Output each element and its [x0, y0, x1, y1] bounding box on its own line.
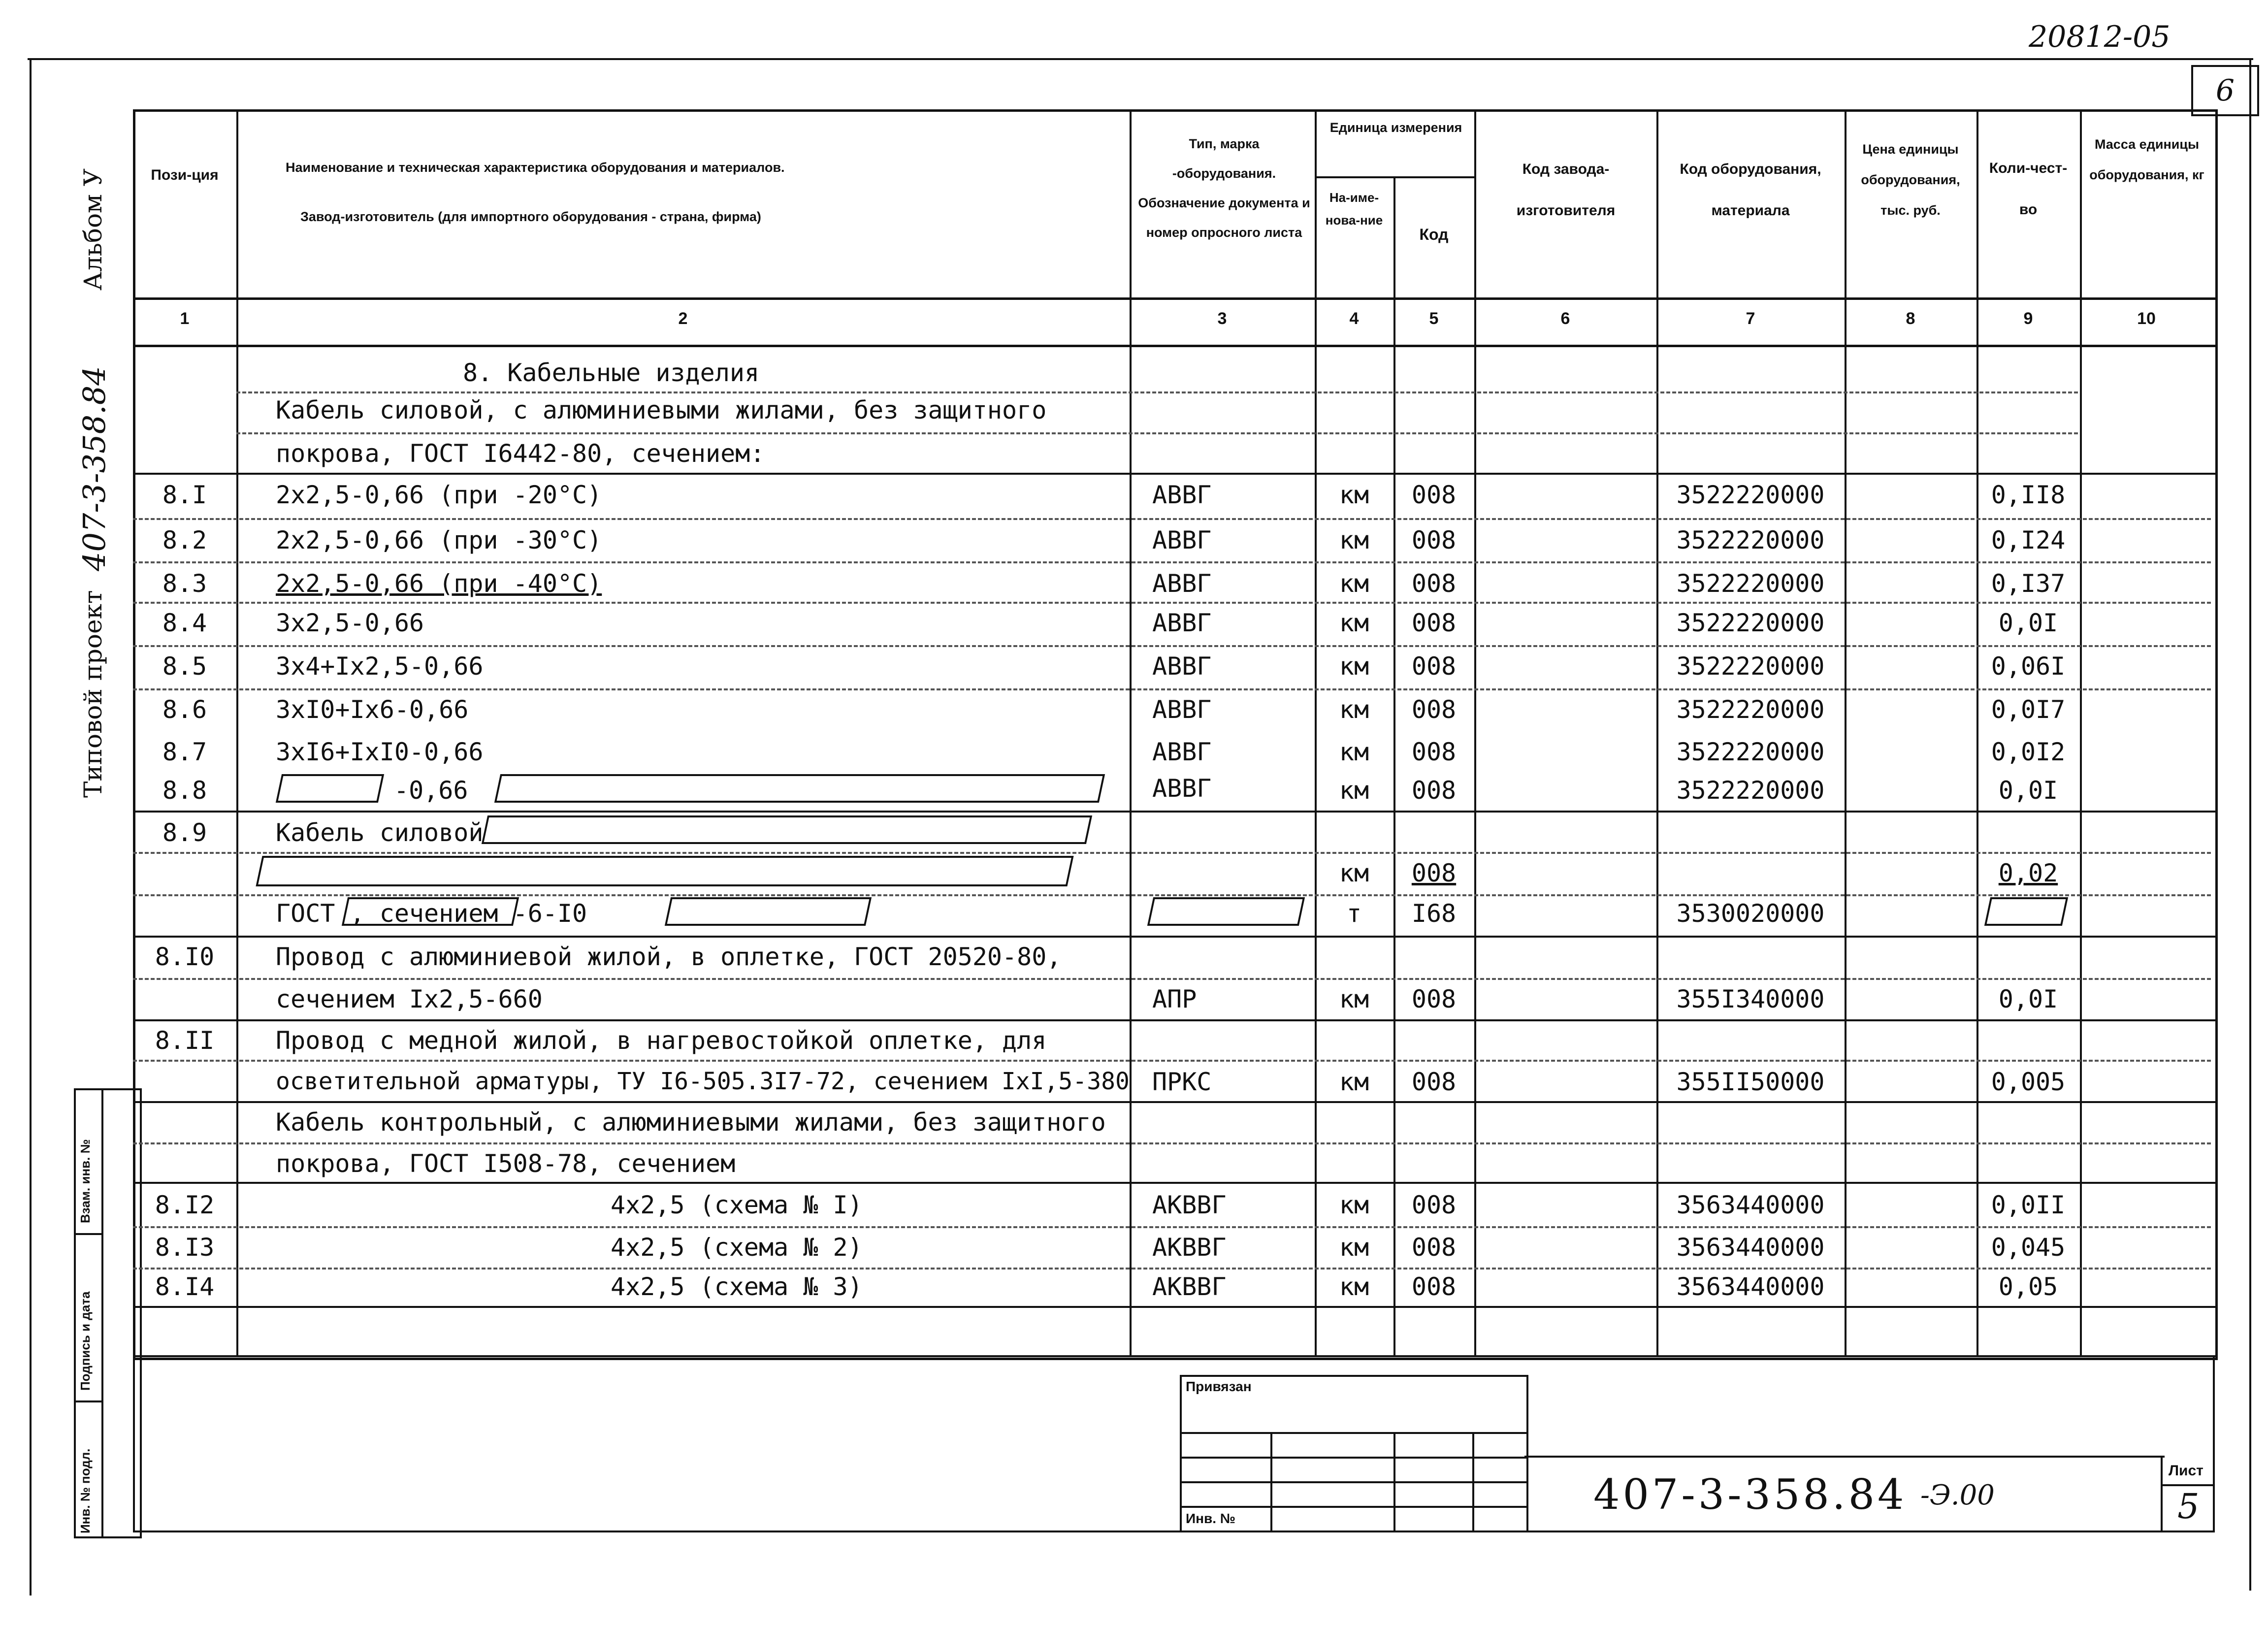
doc-code-suffix: -Э.00 — [1920, 1479, 1995, 1511]
col-number-5: 5 — [1429, 309, 1439, 328]
side-stamp-row-1 — [76, 1233, 101, 1235]
row-position: 8.I4 — [155, 1272, 215, 1301]
row-quantity: 0,06I — [1991, 652, 2066, 681]
row-unit: км — [1339, 985, 1369, 1013]
row-unit: км — [1339, 1233, 1369, 1262]
row-unit: км — [1339, 695, 1369, 724]
row-type: АКВВГ — [1152, 1191, 1227, 1219]
row-line — [133, 1306, 2216, 1308]
row-equipment-code: 3522220000 — [1676, 652, 1825, 681]
stamp-inv-label: Инв. № — [1186, 1511, 1236, 1526]
row-dash — [133, 518, 2211, 520]
title-block-left — [133, 1355, 135, 1532]
row-type: АВВГ — [1152, 738, 1212, 766]
row-code: 008 — [1411, 738, 1457, 766]
row-name: 4х2,5 (схема № 2) — [611, 1233, 863, 1262]
row-name: -0,66 — [394, 776, 468, 805]
row-quantity: 0,005 — [1991, 1068, 2066, 1096]
col-line-9 — [2080, 109, 2082, 1355]
row-unit: км — [1339, 609, 1369, 637]
row-name: Провод с алюминиевой жилой, в оплетке, ГОСТ 20520-80, — [276, 943, 1062, 971]
row-name: ГОСТ , сечением -6-I0 — [276, 899, 587, 928]
outer-frame-left — [30, 59, 32, 1595]
header-mass: Масса единицы оборудования, кг — [2089, 137, 2204, 182]
row-equipment-code: 3522220000 — [1676, 776, 1825, 805]
row-dash — [133, 1060, 2211, 1062]
row-quantity: 0,II8 — [1991, 481, 2066, 509]
row-unit: км — [1339, 652, 1369, 681]
sheet-box-number: 6 — [2215, 73, 2235, 108]
blank-field — [342, 897, 519, 926]
doc-code-line — [1524, 1456, 2165, 1458]
col-number-8: 8 — [1906, 309, 1915, 328]
side-stamp — [74, 1088, 142, 1538]
row-dash — [236, 432, 2078, 434]
col-line-2 — [1130, 109, 1132, 1355]
row-equipment-code: 3530020000 — [1676, 899, 1825, 928]
row-unit: км — [1339, 738, 1369, 766]
row-type: ПРКС — [1152, 1068, 1212, 1096]
row-quantity: 0,0I2 — [1991, 738, 2066, 766]
row-line — [133, 1019, 2216, 1021]
blank-field — [1984, 897, 2068, 926]
blank-field — [494, 774, 1105, 803]
row-quantity: 0,I37 — [1991, 569, 2066, 598]
header-unit-code: Код — [1419, 226, 1449, 243]
row-line — [133, 936, 2216, 938]
col-line-5 — [1474, 109, 1476, 1355]
row-dash — [133, 1268, 2211, 1270]
row-equipment-code: 3563440000 — [1676, 1272, 1825, 1301]
header-name-line1: Наименование и техническая характеристика оборудования и материалов. — [286, 160, 785, 175]
row-position: 8.I2 — [155, 1191, 215, 1219]
row-position: 8.5 — [162, 652, 207, 681]
row-dash — [236, 391, 2078, 393]
row-name: Кабель контрольный, с алюминиевыми жилами, без защитного — [276, 1108, 1106, 1137]
row-name: 2х2,5-0,66 (при -30°С) — [276, 526, 602, 554]
row-position: 8.4 — [162, 609, 207, 637]
row-name: сечением Iх2,5-660 — [276, 985, 543, 1013]
row-dash — [133, 1226, 2211, 1228]
col-number-4: 4 — [1349, 309, 1359, 328]
row-unit: км — [1339, 776, 1369, 805]
col-line-7 — [1845, 109, 1847, 1355]
blank-field — [256, 856, 1073, 886]
col-number-2: 2 — [678, 309, 688, 328]
row-line — [133, 473, 2216, 475]
row-dash — [133, 978, 2211, 980]
row-position: 8.I3 — [155, 1233, 215, 1262]
header-bottom-line — [133, 297, 2216, 300]
row-dash — [133, 852, 2211, 854]
blank-field — [1147, 897, 1305, 926]
row-name: осветительной арматуры, ТУ I6-505.3I7-72, сечением IхI,5-380 — [276, 1068, 1130, 1095]
row-code: 008 — [1411, 481, 1457, 509]
header-equipment-code: Код оборудования, материала — [1680, 161, 1821, 219]
row-name: 3х2,5-0,66 — [276, 609, 424, 637]
outer-frame-top — [28, 58, 2253, 60]
row-line — [133, 1101, 2216, 1103]
header-unit: Единица измерения — [1329, 120, 1462, 135]
side-stamp-replace: Взам. инв. № — [78, 1139, 93, 1223]
row-code: 008 — [1411, 776, 1457, 805]
row-position: 8.9 — [162, 818, 207, 847]
corner-code: 20812-05 — [2029, 20, 2171, 54]
stamp-bound-label: Привязан — [1186, 1379, 1252, 1394]
sheet-cell — [2161, 1456, 2215, 1530]
stamp-grid-line — [1182, 1481, 1526, 1483]
side-stamp-signature: Подпись и дата — [78, 1291, 93, 1391]
row-equipment-code: 3522220000 — [1676, 526, 1825, 554]
row-equipment-code: 3522220000 — [1676, 481, 1825, 509]
side-album: Альбом У — [79, 168, 107, 291]
stamp-grid-line — [1182, 1457, 1526, 1459]
row-type: АВВГ — [1152, 774, 1212, 803]
row-line — [133, 811, 2216, 813]
row-equipment-code: 355I340000 — [1676, 985, 1825, 1013]
colnum-bottom-line — [133, 345, 2216, 347]
row-code: 008 — [1411, 1233, 1457, 1262]
row-type: АВВГ — [1152, 695, 1212, 724]
title-block-bottom — [133, 1530, 2215, 1532]
row-quantity: 0,I24 — [1991, 526, 2066, 554]
row-position: 8.2 — [162, 526, 207, 554]
row-quantity: 0,02 — [1998, 859, 2058, 887]
stamp-grid-line — [1182, 1506, 1526, 1508]
stamp-grid-col — [1393, 1432, 1395, 1532]
header-position: Пози-ция — [151, 167, 219, 183]
header-quantity: Коли-чест-во — [1989, 160, 2068, 218]
stamp-grid-line — [1182, 1432, 1526, 1434]
col-number-10: 10 — [2137, 309, 2156, 328]
col-line-6 — [1656, 109, 1658, 1355]
row-type: АВВГ — [1152, 569, 1212, 598]
row-quantity: 0,0I — [1998, 609, 2058, 637]
row-type: АКВВГ — [1152, 1272, 1227, 1301]
row-unit: км — [1339, 1272, 1369, 1301]
row-name: 2х2,5-0,66 (при -20°С) — [276, 481, 602, 509]
row-position: 8.I0 — [155, 943, 215, 971]
row-position: 8.7 — [162, 738, 207, 766]
row-equipment-code: 3563440000 — [1676, 1191, 1825, 1219]
row-name: Кабель силовой, с алюминиевыми жилами, без защитного — [276, 396, 1047, 424]
outer-frame-right — [2249, 59, 2251, 1591]
row-equipment-code: 3522220000 — [1676, 738, 1825, 766]
row-position: 8.II — [155, 1026, 215, 1055]
row-quantity: 0,0I7 — [1991, 695, 2066, 724]
row-name: Провод с медной жилой, в нагревостойкой оплетке, для — [276, 1026, 1047, 1055]
row-type: АВВГ — [1152, 481, 1212, 509]
col-number-6: 6 — [1560, 309, 1570, 328]
row-equipment-code: 3522220000 — [1676, 609, 1825, 637]
doc-code: 407-3-358.84 — [1593, 1470, 1907, 1519]
row-name: 4х2,5 (схема № I) — [611, 1191, 863, 1219]
row-quantity: 0,05 — [1998, 1272, 2058, 1301]
row-equipment-code: 3563440000 — [1676, 1233, 1825, 1262]
row-code: 008 — [1411, 609, 1457, 637]
sheet-number: 5 — [2177, 1486, 2200, 1527]
row-type: АВВГ — [1152, 609, 1212, 637]
row-line — [133, 1182, 2216, 1184]
row-unit: км — [1339, 481, 1369, 509]
row-position: 8.8 — [162, 776, 207, 805]
row-name: покрова, ГОСТ I508-78, сечением — [276, 1149, 736, 1178]
row-type: АПР — [1152, 985, 1197, 1013]
title-block-top — [133, 1355, 2216, 1357]
col-number-9: 9 — [2023, 309, 2033, 328]
row-equipment-code: 3522220000 — [1676, 695, 1825, 724]
row-quantity: 0,0I — [1998, 985, 2058, 1013]
row-dash — [133, 602, 2211, 604]
header-type: Тип, марка -оборудования. Обозначение документа и номер опросного листа — [1138, 136, 1310, 240]
row-type: АВВГ — [1152, 526, 1212, 554]
row-name: 4х2,5 (схема № 3) — [611, 1272, 863, 1301]
sheet-label: Лист — [2169, 1463, 2203, 1479]
row-code: 008 — [1411, 859, 1457, 887]
row-name: 2х2,5-0,66 (при -40°С) — [276, 569, 602, 598]
side-stamp-inv: Инв. № подл. — [78, 1448, 93, 1533]
row-name: 3хI0+Iх6-0,66 — [276, 695, 469, 724]
row-position: 8.I — [162, 481, 207, 509]
row-unit: км — [1339, 1191, 1369, 1219]
stamp-grid — [1180, 1375, 1528, 1532]
row-code: 008 — [1411, 526, 1457, 554]
row-unit: км — [1339, 859, 1369, 887]
blank-field — [276, 774, 384, 803]
row-code: 008 — [1411, 695, 1457, 724]
col-number-3: 3 — [1217, 309, 1227, 328]
col-line-8 — [1976, 109, 1978, 1355]
row-name: Кабель силовой — [276, 818, 484, 847]
side-stamp-row-2 — [76, 1400, 101, 1402]
side-stamp-divider — [101, 1090, 103, 1536]
row-unit: км — [1339, 569, 1369, 598]
side-project-type: Типовой проект — [79, 590, 107, 798]
section-title: 8. Кабельные изделия — [463, 358, 760, 387]
row-dash — [133, 645, 2211, 647]
header-unit-name: На-име-нова-ние — [1325, 190, 1383, 228]
row-unit: т — [1346, 899, 1362, 928]
header-price: Цена единицы оборудования, тыс. руб. — [1861, 142, 1960, 218]
row-name: покрова, ГОСТ I6442-80, сечением: — [276, 439, 765, 468]
row-dash — [133, 894, 2211, 896]
row-code: 008 — [1411, 569, 1457, 598]
blank-field — [665, 897, 872, 926]
stamp-grid-col — [1472, 1432, 1474, 1532]
stamp-grid-col — [1270, 1432, 1272, 1532]
col-number-7: 7 — [1746, 309, 1755, 328]
row-code: 008 — [1411, 652, 1457, 681]
row-unit: км — [1339, 526, 1369, 554]
row-position: 8.3 — [162, 569, 207, 598]
row-quantity: 0,0I — [1998, 776, 2058, 805]
row-name: 3хI6+IхI0-0,66 — [276, 738, 484, 766]
col-line-1 — [236, 109, 238, 1355]
row-code: 008 — [1411, 1191, 1457, 1219]
side-project-number: 407-3-358.84 — [76, 366, 112, 571]
header-name-line2: Завод-изготовитель (для импортного оборудования - страна, фирма) — [300, 209, 761, 224]
row-code: 008 — [1411, 1068, 1457, 1096]
blank-field — [482, 815, 1092, 844]
row-quantity: 0,045 — [1991, 1233, 2066, 1262]
row-code: 008 — [1411, 1272, 1457, 1301]
col-number-1: 1 — [180, 309, 190, 328]
col-line-3 — [1315, 109, 1317, 1355]
row-code: 008 — [1411, 985, 1457, 1013]
row-equipment-code: 3522220000 — [1676, 569, 1825, 598]
row-quantity: 0,0II — [1991, 1191, 2066, 1219]
row-type: АВВГ — [1152, 652, 1212, 681]
row-position: 8.6 — [162, 695, 207, 724]
row-dash — [133, 561, 2211, 563]
row-dash — [133, 688, 2211, 690]
row-name: 3х4+Iх2,5-0,66 — [276, 652, 484, 681]
row-unit: км — [1339, 1068, 1369, 1096]
header-factory-code: Код завода-изготовителя — [1516, 161, 1616, 219]
row-equipment-code: 355II50000 — [1676, 1068, 1825, 1096]
row-type: АКВВГ — [1152, 1233, 1227, 1262]
row-code: I68 — [1411, 899, 1457, 928]
row-dash — [133, 1142, 2211, 1144]
